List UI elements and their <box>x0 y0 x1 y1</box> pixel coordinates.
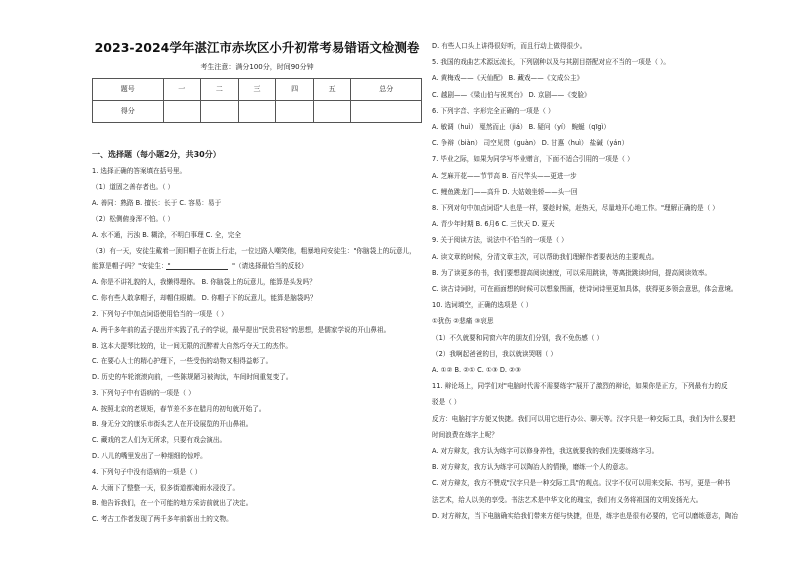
question-line: 10. 选词填空，正确的选项是（ ） <box>432 301 533 309</box>
question-line: A. 水不通，污浊 B. 糊涂，不明白事理 C. 全，完全 <box>92 231 241 239</box>
score-cell: 四 <box>276 79 314 101</box>
question-line: （1）不久就要和同窗六年的朋友们分别，我不免伤感（ ） <box>432 334 604 342</box>
score-cell <box>351 101 422 123</box>
question-line: 11. 辩论场上，同学们对"电脑时代需不需要练字"展开了激烈的辩论，如果你是正方，下列最有力的反 <box>432 382 728 390</box>
score-cell <box>276 101 314 123</box>
question-line: 驳是（ ） <box>432 398 461 406</box>
score-cell: 题号 <box>93 79 164 101</box>
question-line: B. 对方辩友，我方认为练字可以陶冶人的情操，磨练一个人的意志。 <box>432 463 632 471</box>
question-line: A. 青少年时期 B. 6月6 C. 三伏天 D. 夏天 <box>432 220 555 228</box>
question-line: C. 你有些人敢拿帽子，却帽住眼睛。 D. 你帽子下的玩意儿，能算是脑袋吗？ <box>92 294 317 302</box>
question-line: C. 藏戏的艺人们为无所求，只要有戏会演出。 <box>92 436 227 444</box>
question-line: "（请选择最恰当的反驳） <box>232 262 308 270</box>
score-table-value-row <box>93 101 422 123</box>
question-line: 9. 关于阅读方法，说法中不恰当的一项是（ ） <box>432 236 568 244</box>
score-cell: 总分 <box>351 79 422 101</box>
question-line: D. 八儿的嘴里发出了一种细细的惊呼。 <box>92 452 207 460</box>
question-line: B. 他告诉我们，在一个可能的地方采访前就出了决定。 <box>92 499 253 507</box>
score-cell <box>201 101 239 123</box>
question-line: A. 对方辩友，我方认为练字可以修身养性，我这就要我的我们先要练练字习。 <box>432 447 659 455</box>
score-table <box>92 78 422 123</box>
section-heading: 一、选择题（每小题2分，共30分） <box>92 150 221 159</box>
question-line: C. 在要心人士的精心护理下，一些受伤的动物又相得益彰了。 <box>92 357 273 365</box>
question-line: C. 考古工作者发现了两千多年前新出土的文物。 <box>92 515 233 523</box>
question-line: （3）有一天，安徒生戴着一顶旧帽子在街上行走，一位过路人嘲笑他，粗暴地问安徒生："你脑袋上的玩意儿， <box>92 247 416 255</box>
question-line: C. 鲤鱼跳龙门——高升 D. 大姑娘坐轿——头一回 <box>432 188 578 196</box>
question-line: 时间浪费在练字上呢？ <box>432 431 498 439</box>
question-line: （2）松侧俯身浑不怕。（ ） <box>92 215 175 223</box>
question-line: A. 敏调（huì） 戛然而止（jiá） B. 疑问（yí） 蜿蜒（qīgì） <box>432 123 610 131</box>
exam-title: 2023-2024学年湛江市赤坎区小升初常考易错语文检测卷 <box>94 40 420 55</box>
score-cell: 五 <box>313 79 351 101</box>
question-line: A. ①② B. ②① C. ①③ D. ②③ <box>432 366 521 374</box>
question-line: B. 为了读更多的书，我们要想提高阅读速度，可以采用跳读，等离批跳读时间，提高阅读效率。 <box>432 269 712 277</box>
score-cell <box>163 101 201 123</box>
question-line: A. 你是不讲礼貌的人，我懒得理你。 B. 你脑袋上的玩意儿，能算是头发吗？ <box>92 278 316 286</box>
question-line: 能算是帽子吗？"安徒生：" <box>92 262 171 270</box>
score-table-header-row <box>93 79 422 101</box>
question-line: A. 两千多年前的孟子提出并实践了孔子的学说，最早提出"民贵君轻"的思想，是儒家学说的开山鼻祖。 <box>92 326 391 334</box>
question-line: C. 对方辩友，我方不赞成"汉字只是一种交际工具"的观点。汉字不仅可以用来交际、书写，更是一种书 <box>432 479 731 487</box>
question-line: 2. 下列句子中加点词语使用恰当的一项是（ ） <box>92 310 228 318</box>
score-cell <box>238 101 276 123</box>
question-line: C. 争辩（biàn） 司空见贯（guàn） D. 甘惠（huì） 盐碱（yán） <box>432 139 629 147</box>
question-line: D. 对方辩友，当下电脑确实给我们带来方便与快捷，但是，练字也是很有必要的，它可以磨练意志，陶冶 <box>432 512 738 520</box>
question-line: 7. 毕业之际，如果为同学写毕业赠言，下面不适合引用的一项是（ ） <box>432 155 634 163</box>
question-line: （1）道固之善存者也。（ ） <box>92 183 175 191</box>
score-cell: 三 <box>238 79 276 101</box>
question-line: 5. 我国的戏曲艺术源远流长，下列剧种以及与其剧目搭配对应不当的一项是（ ）。 <box>432 58 670 66</box>
question-line: A. 按照北京的老规矩，春节差不多在腊月的初旬就开始了。 <box>92 405 266 413</box>
question-line: A. 芝麻开花——节节高 B. 百尺竿头——更进一步 <box>432 172 577 180</box>
question-line: 6. 下列字音、字形完全正确的一项是（ ） <box>432 107 555 115</box>
question-line: ①犹伤 ②悲痛 ③哀思 <box>432 317 494 325</box>
question-line: A. 大雨下了整整一天，很多街道都淹雨水浸没了。 <box>92 484 240 492</box>
score-cell <box>313 101 351 123</box>
question-line: 1. 选择正确的答案填在括号里。 <box>92 167 187 175</box>
question-line: 法艺术，给人以美的享受。书法艺术是中华文化的瑰宝，我们有义务将祖国的文明发扬光大。 <box>432 496 703 504</box>
answer-blank[interactable] <box>166 264 228 270</box>
question-line: B. 这本大提琴比较的，让一间无限的沉醉着大自然巧夺天工的杰作。 <box>92 342 292 350</box>
score-cell: 得分 <box>93 101 164 123</box>
question-line: （2）我啊起爸爸的目，我以就读哭咽（ ） <box>432 350 557 358</box>
question-line: A. 善同：熟路 B. 擅长：长于 C. 容易：易于 <box>92 199 222 207</box>
question-line: B. 身无分文的康乐市街头艺人在开设展览的开山鼻祖。 <box>92 420 253 428</box>
question-line: A. 读文章的时候，分清文章主次，可以帮助我们理解作者要表达的主要观点。 <box>432 253 659 261</box>
exam-notice: 考生注意：满分100分，时间90分钟 <box>200 63 314 71</box>
question-line: C. 读古诗词时，可在画面想的时候可以想象图画，使诗词诗里更加具体，获得更多领会意思，体会意境。 <box>432 285 738 293</box>
question-line: 8. 下列对句中加点词语"人也是一样，要趁时候，赶热天，尽量地开心地工作。"理解正确的是（ ） <box>432 204 719 212</box>
question-line: 反方：电脑打字方便又快捷。我们可以用它进行办公、聊天等。汉字只是一种交际工具，我们为什么要把 <box>432 415 736 423</box>
score-cell: 二 <box>201 79 239 101</box>
question-line: D. 有些人口头上讲得很好听，而且行动上做得很少。 <box>432 42 587 50</box>
question-line: 3. 下列句子中有语病的一项是（ ） <box>92 389 195 397</box>
question-line: D. 历史的车轮滚滚向前，一些陈规陋习被淘汰，车间时间重复变了。 <box>92 373 293 381</box>
question-line: C. 越剧——《梁山伯与祝英台》 D. 京剧——《变脸》 <box>432 91 591 99</box>
question-line: A. 黄梅戏——《天仙配》 B. 藏戏——《文成公主》 <box>432 74 584 82</box>
question-line: 4. 下列句子中没有语病的一项是（ ） <box>92 468 202 476</box>
score-cell: 一 <box>163 79 201 101</box>
